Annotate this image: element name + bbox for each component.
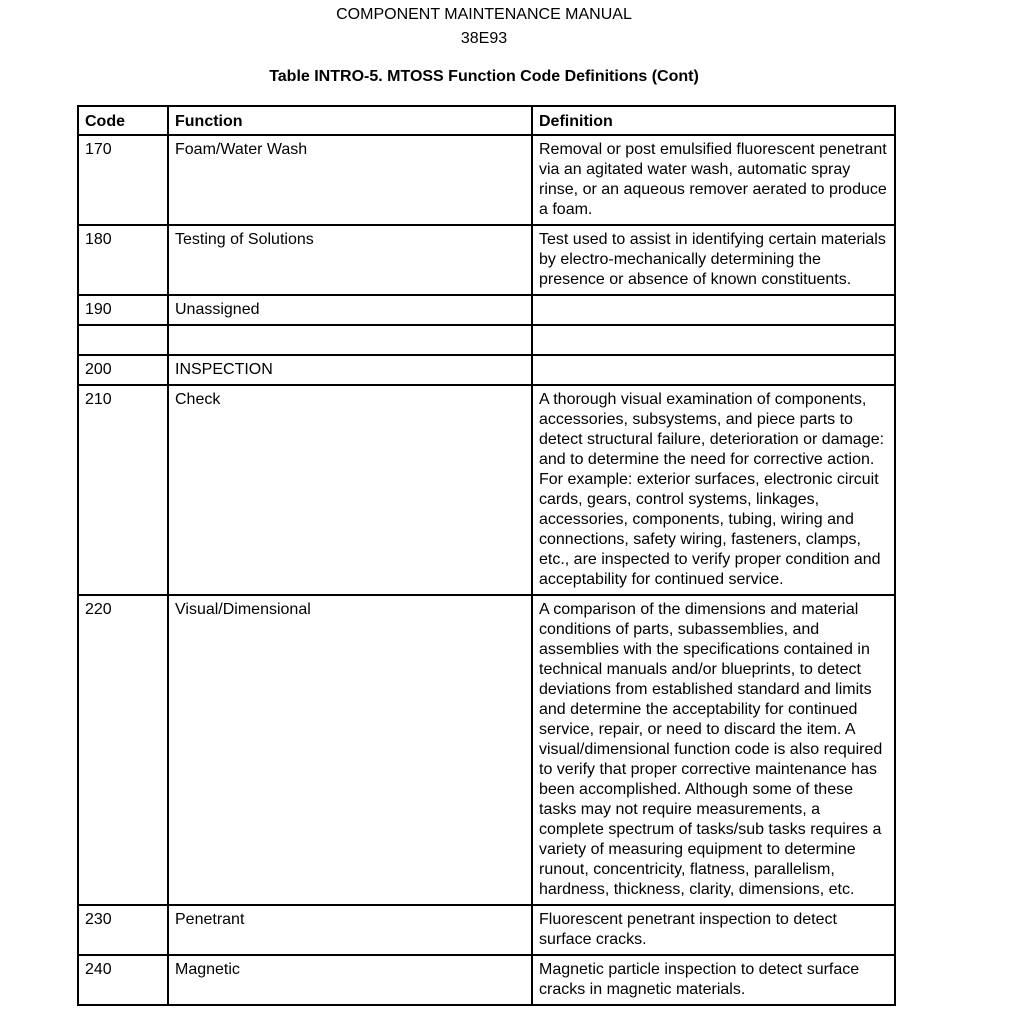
definition-cell: Magnetic particle inspection to detect surface cracks in magnetic materials. <box>532 955 895 1005</box>
definition-cell: Test used to assist in identifying certain materials by electro-mechanically determining the presence or absence of known constituents. <box>532 225 895 295</box>
definition-cell <box>532 325 895 355</box>
function-cell: Magnetic <box>168 955 532 1005</box>
definition-cell: A thorough visual examination of components, accessories, subsystems, and piece parts to detect structural failure, deterioration or damage: and to determine the need for corrective action. For example: exterior surfaces, electronic circuit cards, gears, control systems, linkages, accessories, components, tubing, wiring and connections, safety wiring, fasteners, clamps, etc., are inspected to verify proper condition and acceptability for continued service. <box>532 385 895 595</box>
code-cell: 200 <box>78 355 168 385</box>
definition-cell <box>532 355 895 385</box>
function-cell: Penetrant <box>168 905 532 955</box>
table-row <box>78 955 895 1005</box>
function-cell: Check <box>168 385 532 595</box>
table-row <box>78 295 895 325</box>
definition-cell: Removal or post emulsified fluorescent penetrant via an agitated water wash, automatic spray rinse, or an aqueous remover aerated to produce a foam. <box>532 135 895 225</box>
code-cell: 190 <box>78 295 168 325</box>
manual-title: COMPONENT MAINTENANCE MANUAL <box>336 6 632 23</box>
definition-cell <box>532 295 895 325</box>
manual-number: 38E93 <box>460 30 508 47</box>
code-cell: 170 <box>78 135 168 225</box>
function-cell <box>168 325 532 355</box>
code-cell: 220 <box>78 595 168 905</box>
code-cell: 240 <box>78 955 168 1005</box>
table-row <box>78 385 895 595</box>
function-cell: Unassigned <box>168 295 532 325</box>
column-header-definition: Definition <box>532 106 895 135</box>
column-header-code: Code <box>78 106 168 135</box>
table-row <box>78 355 895 385</box>
code-cell <box>78 325 168 355</box>
function-cell: INSPECTION <box>168 355 532 385</box>
code-cell: 230 <box>78 905 168 955</box>
table-row-blank <box>78 325 895 355</box>
function-code-table <box>77 105 896 1006</box>
table-header-row <box>78 106 895 135</box>
function-cell: Testing of Solutions <box>168 225 532 295</box>
column-header-function: Function <box>168 106 532 135</box>
function-cell: Foam/Water Wash <box>168 135 532 225</box>
table-row <box>78 225 895 295</box>
code-cell: 180 <box>78 225 168 295</box>
definition-cell: A comparison of the dimensions and material conditions of parts, subassemblies, and assemblies with the specifications contained in technical manuals and/or blueprints, to detect deviations from established standard and limits and determine the acceptability for continued service, repair, or need to discard the item. A visual/dimensional function code is also required to verify that proper corrective maintenance has been accomplished. Although some of these tasks may not require measurements, a complete spectrum of tasks/sub tasks requires a variety of measuring equipment to determine runout, concentricity, flatness, parallelism, hardness, thickness, clarity, dimensions, etc. <box>532 595 895 905</box>
code-cell: 210 <box>78 385 168 595</box>
table-caption: Table INTRO-5. MTOSS Function Code Definitions (Cont) <box>269 68 699 85</box>
table-row <box>78 905 895 955</box>
table-row <box>78 135 895 225</box>
definition-cell: Fluorescent penetrant inspection to detect surface cracks. <box>532 905 895 955</box>
table-row <box>78 595 895 905</box>
function-cell: Visual/Dimensional <box>168 595 532 905</box>
